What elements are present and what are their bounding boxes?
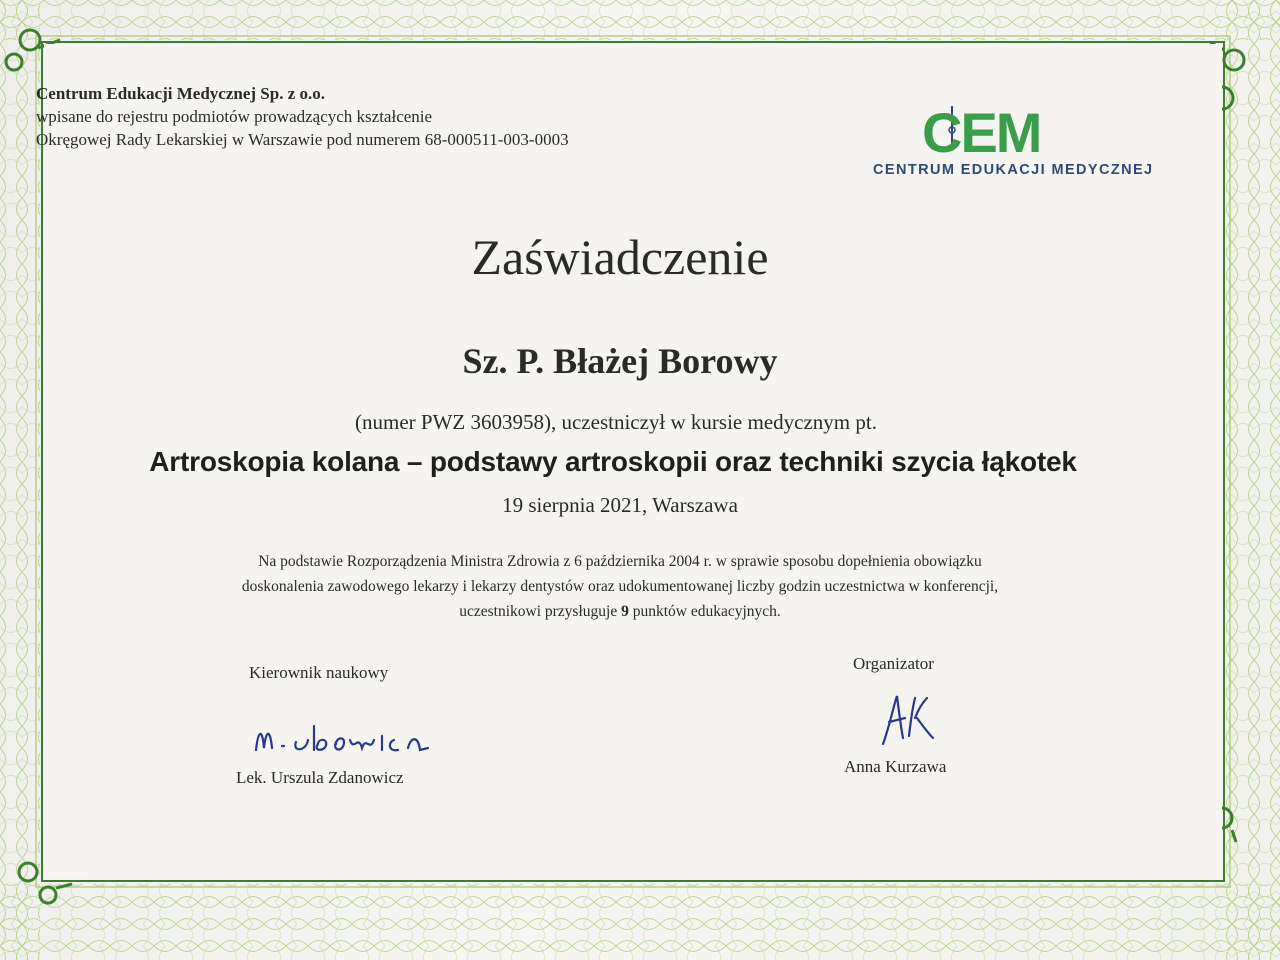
recipient-name: Sz. P. Błażej Borowy — [462, 341, 778, 381]
legal-line-3-suffix: punktów edukacyjnych. — [628, 603, 781, 620]
legal-line-3 — [100, 599, 1140, 624]
legal-line-3-prefix: uczestnikowi przysługuje — [459, 603, 622, 620]
issuer-name: Centrum Edukacji Medycznej Sp. z o.o. — [36, 84, 325, 103]
handwritten-signature-right — [875, 688, 945, 750]
logo-letters: CEM — [922, 101, 1041, 164]
participation-statement: (numer PWZ 3603958), uczestniczył w kursie medycznym pt. — [355, 410, 877, 434]
legal-line-1: Na podstawie Rozporządzenia Ministra Zdrowia z 6 października 2004 r. w sprawie sposobu dopełnienia obowiązku — [258, 553, 982, 570]
issuer-registry-line: wpisane do rejestru podmiotów prowadzących kształcenie — [36, 107, 433, 126]
legal-basis-paragraph — [100, 549, 1140, 624]
signature-name-right: Anna Kurzawa — [844, 757, 947, 776]
signature-name-left: Lek. Urszula Zdanowicz — [236, 768, 404, 787]
signature-role-scientific-director: Kierownik naukowy — [249, 663, 389, 682]
signature-role-organizer: Organizator — [853, 654, 934, 673]
handwritten-signature-left — [248, 712, 478, 762]
course-title: Artroskopia kolana – podstawy artroskopii oraz techniki szycia łąkotek — [149, 446, 1077, 477]
issuer-registry-number: Okręgowej Rady Lekarskiej w Warszawie pod numerem 68-000511-003-0003 — [36, 130, 569, 149]
legal-line-2: doskonalenia zawodowego lekarzy i lekarzy dentystów oraz udokumentowanej liczby godzin uczestnictwa w konferencji, — [241, 578, 999, 595]
course-date-place: 19 sierpnia 2021, Warszawa — [502, 493, 738, 517]
certificate-title: Zaświadczenie — [471, 229, 769, 285]
logo-caption: CENTRUM EDUKACJI MEDYCZNEJ — [873, 162, 1154, 178]
education-points: 9 — [621, 603, 629, 620]
issuer-block — [36, 82, 569, 151]
